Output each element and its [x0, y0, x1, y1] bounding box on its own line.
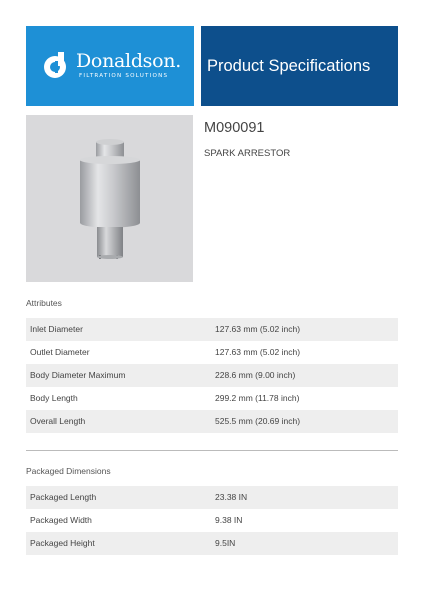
part-number: M090091: [204, 120, 265, 136]
brand-logo-panel: [26, 26, 194, 106]
table-row: [26, 410, 398, 433]
row-value: 525.5 mm (20.69 inch): [215, 416, 301, 426]
row-value: 299.2 mm (11.78 inch): [215, 393, 300, 403]
row-label: Packaged Width: [30, 515, 92, 525]
brand-tagline: FILTRATION SOLUTIONS: [79, 73, 169, 79]
row-value: 9.5IN: [215, 538, 236, 548]
row-label: Inlet Diameter: [30, 324, 83, 334]
part-description: SPARK ARRESTOR: [204, 148, 291, 159]
attributes-table: [26, 318, 398, 433]
packaged-section-title: Packaged Dimensions: [26, 466, 111, 476]
row-label: Outlet Diameter: [30, 347, 90, 357]
table-row: [26, 387, 398, 410]
row-label: Body Length: [30, 393, 78, 403]
row-value: 9.38 IN: [215, 515, 243, 525]
table-row: [26, 341, 398, 364]
row-label: Overall Length: [30, 416, 86, 426]
row-label: Packaged Height: [30, 538, 95, 548]
attributes-section-title: Attributes: [26, 298, 62, 308]
page-title: Product Specifications: [207, 57, 371, 75]
brand-name: Donaldson.: [76, 50, 181, 72]
table-row: [26, 486, 398, 509]
table-row: [26, 532, 398, 555]
packaged-dimensions-table: [26, 486, 398, 555]
row-value: 127.63 mm (5.02 inch): [215, 324, 301, 334]
row-value: 23.38 IN: [215, 492, 248, 502]
table-row: [26, 509, 398, 532]
row-label: Body Diameter Maximum: [30, 370, 126, 380]
table-row: [26, 364, 398, 387]
donaldson-logo-icon: [42, 52, 68, 80]
product-image: [26, 115, 193, 282]
table-row: [26, 318, 398, 341]
row-value: 127.63 mm (5.02 inch): [215, 347, 301, 357]
section-divider: [26, 450, 398, 451]
row-value: 228.6 mm (9.00 inch): [215, 370, 296, 380]
header-title-panel: [201, 26, 398, 106]
spark-arrestor-photo-icon: [26, 115, 193, 282]
row-label: Packaged Length: [30, 492, 97, 502]
